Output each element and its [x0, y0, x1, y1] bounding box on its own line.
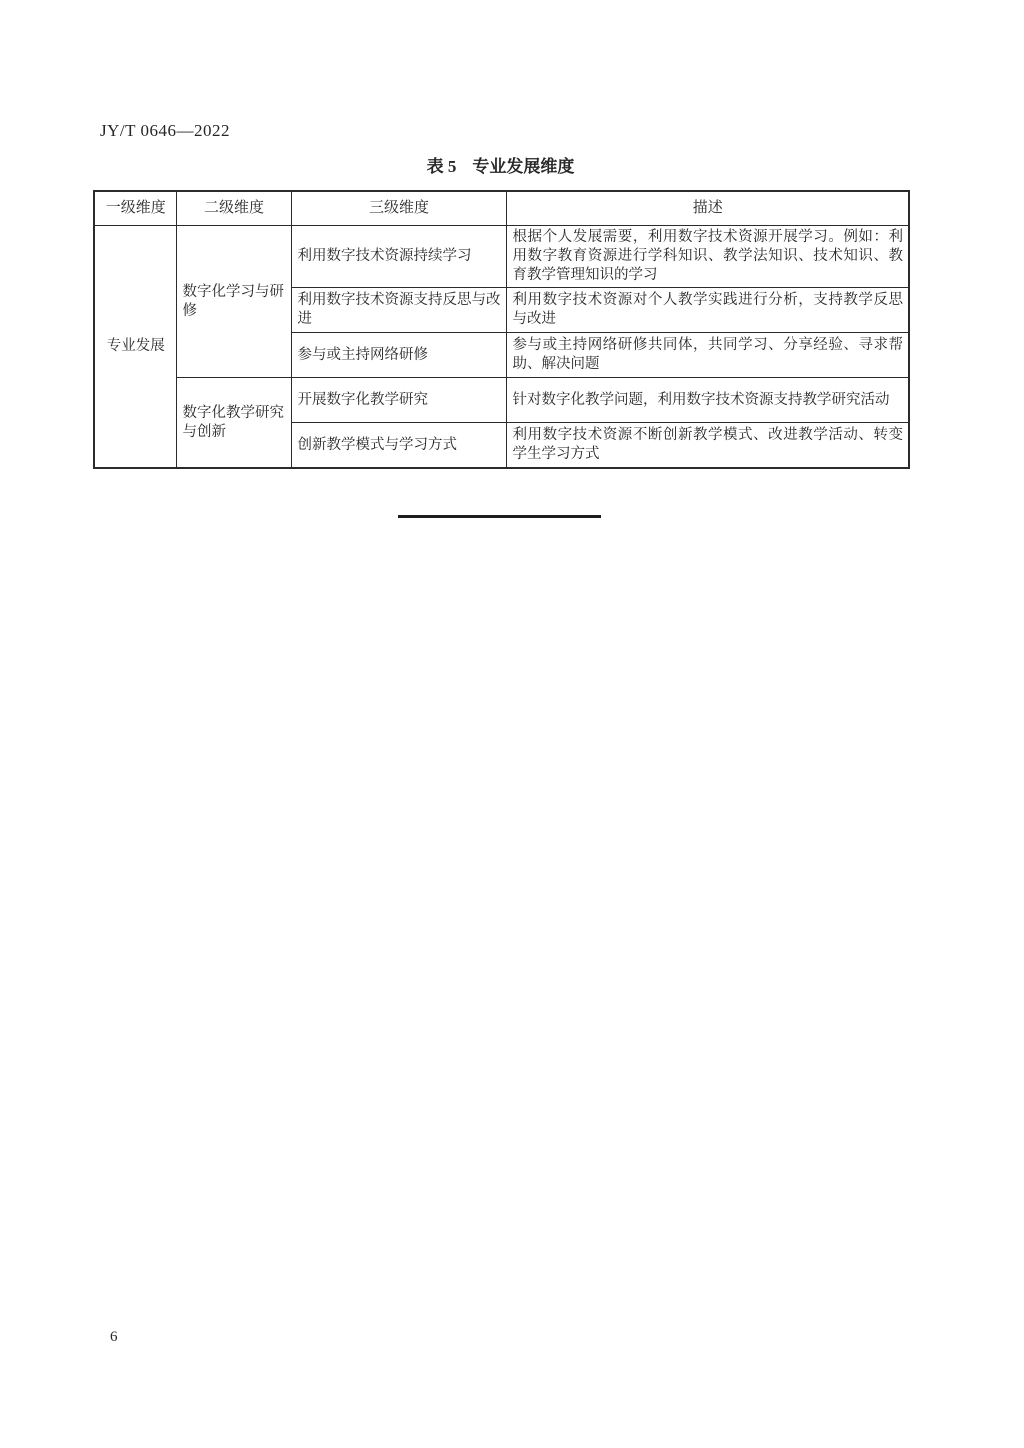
cell-description-row2: 利用数字技术资源对个人教学实践进行分析，支持教学反思与改进 — [506, 288, 909, 333]
cell-level2-group2: 数字化教学研究与创新 — [176, 378, 291, 469]
doc-code: JY/T 0646—2022 — [100, 121, 230, 140]
header-level2: 二级维度 — [176, 191, 291, 226]
cell-level3-row4: 开展数字化教学研究 — [291, 378, 506, 423]
cell-description-row5: 利用数字技术资源不断创新教学模式、改进教学活动、转变学生学习方式 — [506, 423, 909, 469]
cell-description-row4: 针对数字化教学问题，利用数字技术资源支持教学研究活动 — [506, 378, 909, 423]
header-level3: 三级维度 — [291, 191, 506, 226]
document-end-rule — [398, 515, 601, 518]
table-caption — [93, 152, 908, 177]
table-caption-title: 专业发展维度 — [472, 157, 575, 176]
page-number: 6 — [110, 1329, 118, 1345]
table-header-row — [94, 191, 909, 226]
cell-level3-row5: 创新教学模式与学习方式 — [291, 423, 506, 469]
cell-description-row1: 根据个人发展需要，利用数字技术资源开展学习。例如：利用数字教育资源进行学科知识、教学法知识、技术知识、教育教学管理知识的学习 — [506, 226, 909, 288]
header-level1: 一级维度 — [94, 191, 176, 226]
table-caption-label: 表 5 — [426, 157, 457, 176]
cell-description-row3: 参与或主持网络研修共同体，共同学习、分享经验、寻求帮助、解决问题 — [506, 333, 909, 378]
cell-level3-row2: 利用数字技术资源支持反思与改进 — [291, 288, 506, 333]
table-row — [94, 226, 909, 288]
cell-level3-row1: 利用数字技术资源持续学习 — [291, 226, 506, 288]
professional-development-table — [93, 190, 910, 469]
cell-level2-group1: 数字化学习与研修 — [176, 226, 291, 378]
cell-level3-row3: 参与或主持网络研修 — [291, 333, 506, 378]
header-description: 描述 — [506, 191, 909, 226]
table-row — [94, 378, 909, 423]
cell-level1: 专业发展 — [94, 226, 176, 469]
